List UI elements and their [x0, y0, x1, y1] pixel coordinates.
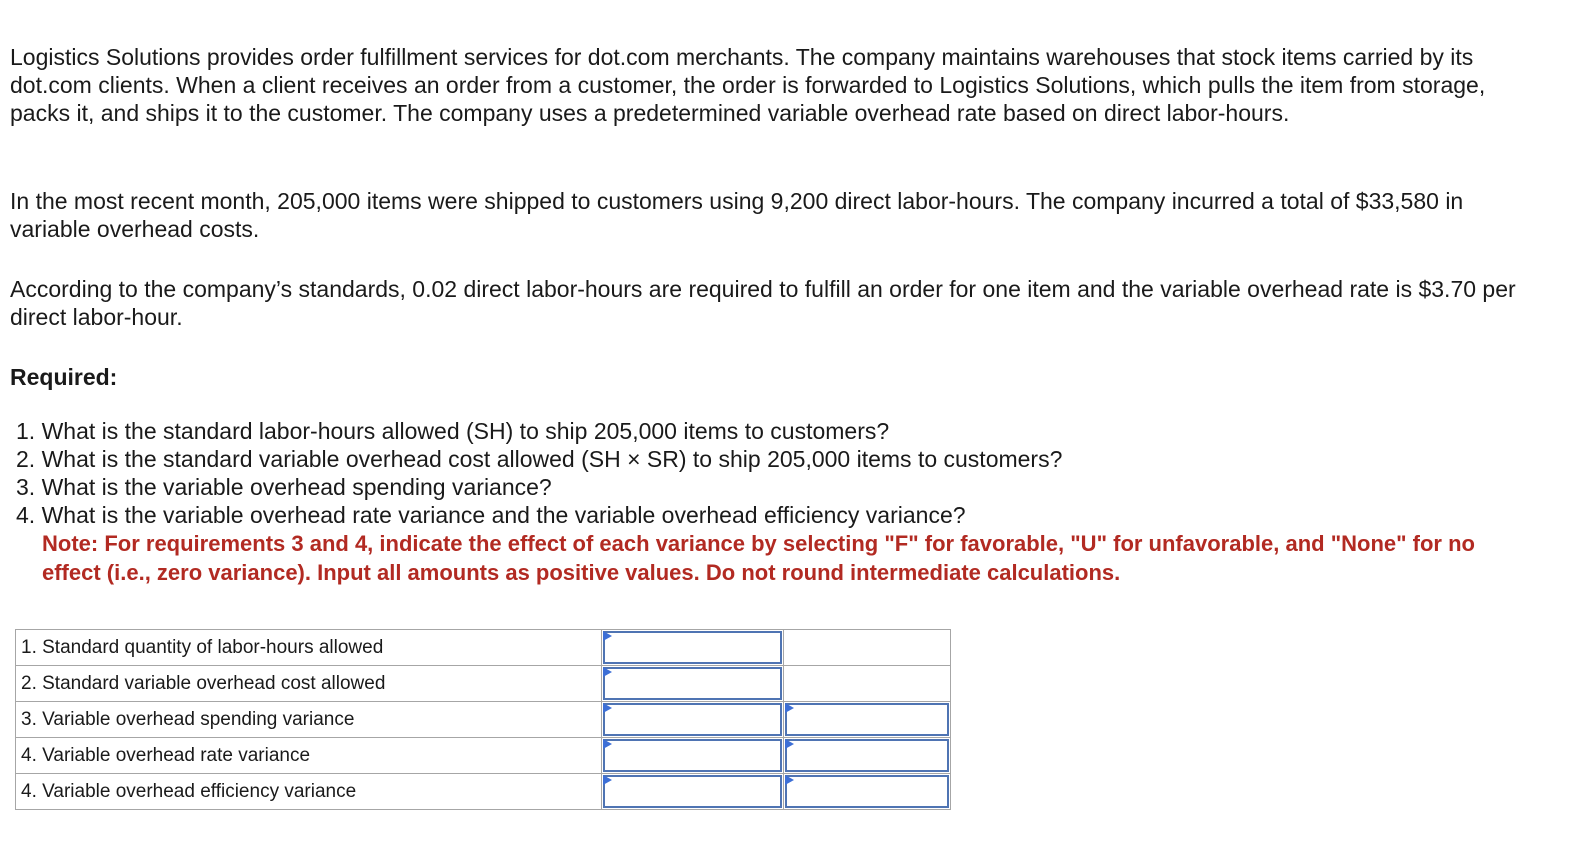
- requirement-1: 1. What is the standard labor-hours allowed (SH) to ship 205,000 items to customers?: [16, 418, 890, 444]
- input-marker-icon: [603, 667, 612, 677]
- input-marker-icon: [603, 703, 612, 713]
- efficiency-variance-effect-select[interactable]: [784, 774, 951, 810]
- requirements-list: [16, 417, 1062, 529]
- spending-variance-effect-select[interactable]: [784, 702, 951, 738]
- spending-variance-input[interactable]: [602, 702, 784, 738]
- requirement-2: 2. What is the standard variable overhead cost allowed (SH × SR) to ship 205,000 items to customers?: [16, 446, 1063, 472]
- standard-cost-input[interactable]: [602, 666, 784, 702]
- requirement-3: 3. What is the variable overhead spending variance?: [16, 474, 552, 500]
- input-marker-icon: [603, 775, 612, 785]
- row-label: 1. Standard quantity of labor-hours allowed: [16, 630, 602, 666]
- select-marker-icon: [785, 703, 794, 713]
- select-box[interactable]: [785, 739, 949, 772]
- row-label: 3. Variable overhead spending variance: [16, 702, 602, 738]
- efficiency-variance-input[interactable]: [602, 774, 784, 810]
- table-row: [16, 774, 951, 810]
- rate-variance-effect-select[interactable]: [784, 738, 951, 774]
- input-marker-icon: [603, 631, 612, 641]
- rate-variance-input[interactable]: [602, 738, 784, 774]
- standard-hours-input[interactable]: [602, 630, 784, 666]
- select-box[interactable]: [785, 703, 949, 736]
- select-marker-icon: [785, 775, 794, 785]
- select-marker-icon: [785, 739, 794, 749]
- input-box[interactable]: [603, 703, 782, 736]
- table-row: [16, 738, 951, 774]
- input-box[interactable]: [603, 775, 782, 808]
- problem-paragraph-3: According to the company’s standards, 0.02 direct labor-hours are required to fulfill an order for one item and the variable overhead rate is $3.70 per direct labor-hour.: [10, 276, 1516, 330]
- required-heading: Required:: [10, 364, 118, 390]
- table-row: [16, 630, 951, 666]
- table-row: [16, 702, 951, 738]
- problem-paragraph-1: Logistics Solutions provides order fulfillment services for dot.com merchants. The company maintains warehouses that stock items carried by its dot.com clients. When a client receives an order from a customer, the order is forwarded to Logistics Solutions, which pulls the item from storage, packs it, and ships it to the customer. The company uses a predetermined variable overhead rate based on direct labor-hours.: [10, 44, 1486, 126]
- table-row: [16, 666, 951, 702]
- select-box[interactable]: [785, 775, 949, 808]
- row-label: 4. Variable overhead efficiency variance: [16, 774, 602, 810]
- instructions-note: Note: For requirements 3 and 4, indicate the effect of each variance by selecting "F" for favorable, "U" for unfavorable, and "None" for no effect (i.e., zero variance). Input all amounts as positive values. Do not round intermediate calculations.: [42, 531, 1475, 585]
- input-marker-icon: [603, 739, 612, 749]
- empty-cell: [784, 630, 951, 666]
- empty-cell: [784, 666, 951, 702]
- row-label: 4. Variable overhead rate variance: [16, 738, 602, 774]
- input-box[interactable]: [603, 667, 782, 700]
- input-box[interactable]: [603, 739, 782, 772]
- input-box[interactable]: [603, 631, 782, 664]
- answer-table: [15, 629, 951, 810]
- problem-paragraph-2: In the most recent month, 205,000 items were shipped to customers using 9,200 direct labor-hours. The company incurred a total of $33,580 in variable overhead costs.: [10, 188, 1464, 242]
- requirement-4: 4. What is the variable overhead rate variance and the variable overhead efficiency variance?: [16, 502, 966, 528]
- row-label: 2. Standard variable overhead cost allowed: [16, 666, 602, 702]
